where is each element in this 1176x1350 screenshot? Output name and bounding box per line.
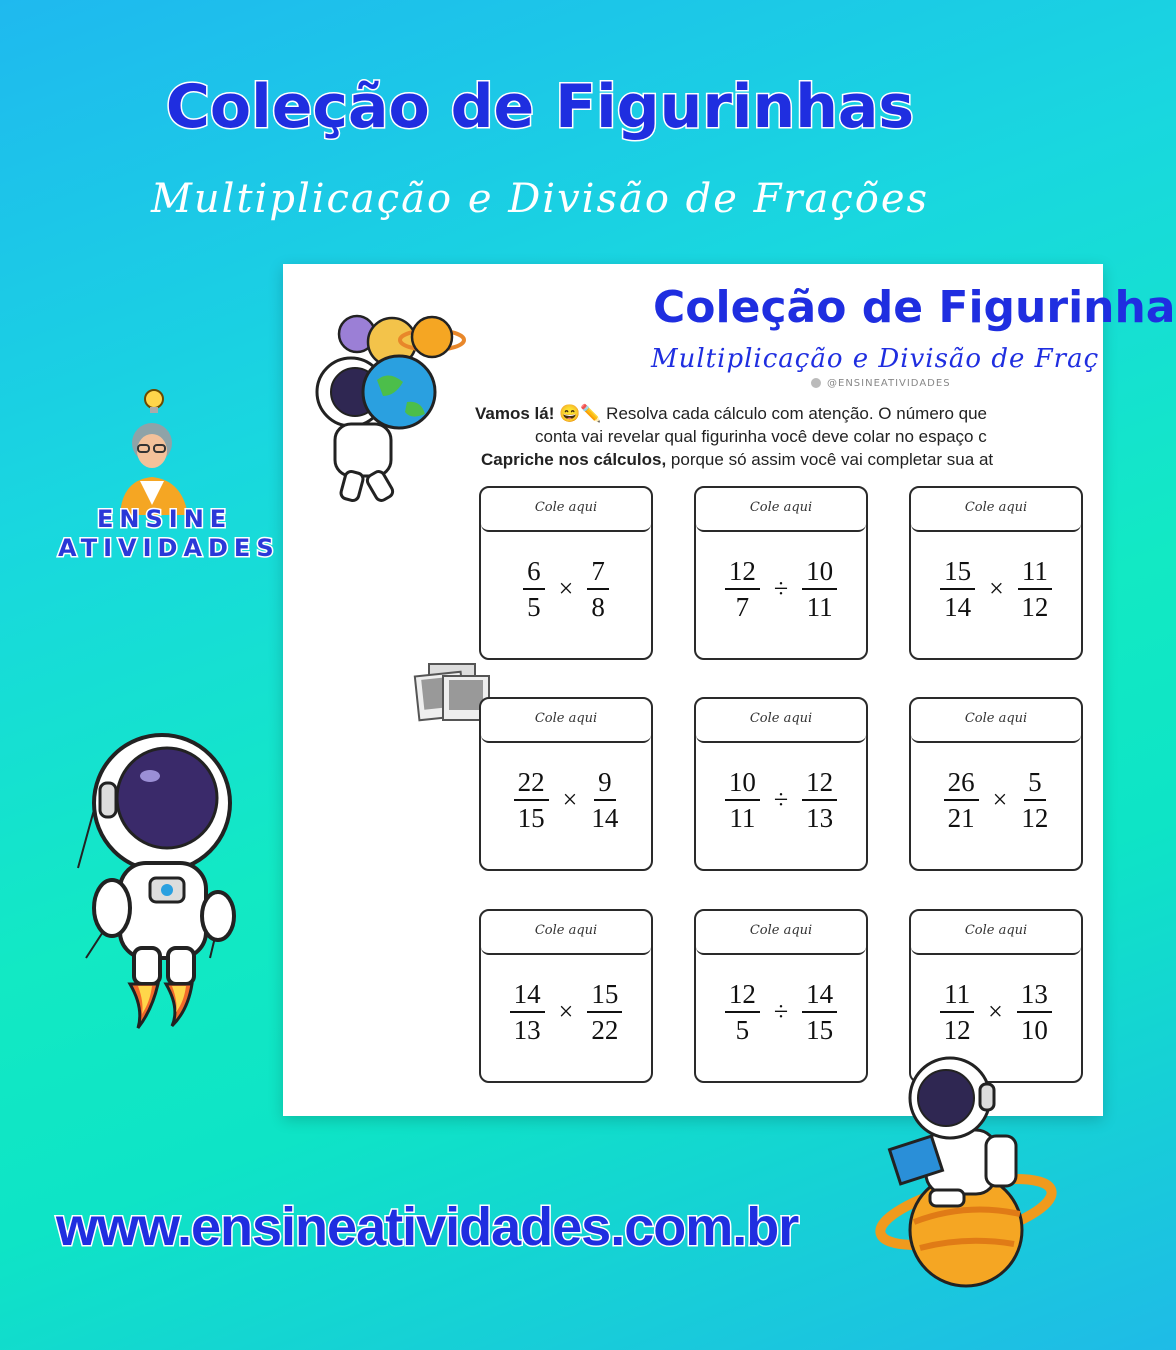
sheet-subtitle: Multiplicação e Divisão de Fraç bbox=[651, 344, 1100, 374]
operator: ÷ bbox=[773, 785, 789, 814]
sticker-card bbox=[479, 909, 653, 1083]
sticker-card bbox=[909, 697, 1083, 871]
fraction-right bbox=[587, 554, 609, 624]
fraction-right bbox=[802, 977, 837, 1047]
denominator: 13 bbox=[806, 803, 834, 833]
numerator: 9 bbox=[594, 765, 616, 801]
fraction-right bbox=[591, 765, 618, 835]
sticker-card bbox=[694, 486, 868, 660]
page-subtitle: Multiplicação e Divisão de Frações bbox=[150, 176, 930, 222]
paste-here-label: Cole aqui bbox=[481, 699, 651, 743]
instructions-text-3: porque só assim você vai completar sua at bbox=[666, 450, 994, 469]
instructions-line3 bbox=[481, 450, 993, 470]
fraction-right bbox=[1017, 977, 1052, 1047]
denominator: 15 bbox=[806, 1015, 834, 1045]
denominator: 10 bbox=[1020, 1015, 1048, 1045]
paste-here-label: Cole aqui bbox=[696, 699, 866, 743]
instructions-line1 bbox=[475, 404, 987, 424]
fraction-left bbox=[940, 977, 974, 1047]
fraction-expression bbox=[696, 977, 866, 1047]
paste-here-label: Cole aqui bbox=[696, 488, 866, 532]
fraction-left bbox=[510, 977, 545, 1047]
reading-astronaut-planet-illustration bbox=[874, 1052, 1058, 1290]
paste-here-label: Cole aqui bbox=[481, 911, 651, 955]
operator: × bbox=[989, 574, 1004, 603]
numerator: 10 bbox=[725, 765, 760, 801]
sticker-card bbox=[694, 909, 868, 1083]
denominator: 5 bbox=[527, 592, 541, 622]
instagram-icon bbox=[811, 378, 821, 388]
denominator: 11 bbox=[806, 592, 833, 622]
fraction-right bbox=[1021, 765, 1048, 835]
denominator: 8 bbox=[591, 592, 605, 622]
fraction-left bbox=[523, 554, 545, 624]
fraction-right bbox=[802, 765, 837, 835]
operator: × bbox=[992, 785, 1008, 814]
fraction-left bbox=[725, 765, 760, 835]
paste-here-label: Cole aqui bbox=[911, 699, 1081, 743]
paste-here-label: Cole aqui bbox=[911, 488, 1081, 532]
page-title: Coleção de Figurinhas bbox=[165, 72, 915, 142]
fraction-expression bbox=[481, 554, 651, 624]
fraction-expression bbox=[481, 977, 651, 1047]
denominator: 14 bbox=[944, 592, 972, 622]
numerator: 13 bbox=[1017, 977, 1052, 1013]
fraction-right bbox=[802, 554, 837, 624]
denominator: 21 bbox=[947, 803, 975, 833]
website-url[interactable]: www.ensineatividades.com.br bbox=[56, 1197, 799, 1257]
denominator: 12 bbox=[943, 1015, 971, 1045]
instructions-lead: Vamos lá! 😄✏️ bbox=[475, 404, 602, 423]
paste-here-label: Cole aqui bbox=[481, 488, 651, 532]
numerator: 5 bbox=[1024, 765, 1046, 801]
numerator: 11 bbox=[940, 977, 974, 1013]
astronaut-planets-illustration bbox=[307, 312, 467, 507]
operator: ÷ bbox=[773, 997, 789, 1026]
instructions-text-1: Resolva cada cálculo com atenção. O número que bbox=[601, 404, 987, 423]
fraction-expression bbox=[911, 554, 1081, 624]
paste-here-label: Cole aqui bbox=[696, 911, 866, 955]
sticker-card bbox=[694, 697, 868, 871]
operator: ÷ bbox=[773, 574, 789, 603]
worksheet bbox=[283, 264, 1176, 1116]
denominator: 13 bbox=[513, 1015, 541, 1045]
denominator: 11 bbox=[729, 803, 756, 833]
fraction-left bbox=[940, 554, 975, 624]
sticker-card bbox=[479, 486, 653, 660]
numerator: 14 bbox=[802, 977, 837, 1013]
sticker-card bbox=[479, 697, 653, 871]
operator: × bbox=[562, 785, 578, 814]
sheet-handle-text: @ENSINEATIVIDADES bbox=[827, 378, 951, 389]
fraction-expression bbox=[911, 765, 1081, 835]
numerator: 15 bbox=[587, 977, 622, 1013]
fraction-expression bbox=[911, 977, 1081, 1047]
fraction-left bbox=[944, 765, 979, 835]
instructions-emphasis: Capriche nos cálculos, bbox=[481, 450, 667, 469]
fraction-left bbox=[725, 977, 760, 1047]
numerator: 14 bbox=[510, 977, 545, 1013]
paste-here-label: Cole aqui bbox=[911, 911, 1081, 955]
numerator: 6 bbox=[523, 554, 545, 590]
sheet-title: Coleção de Figurinha bbox=[653, 282, 1176, 333]
numerator: 7 bbox=[587, 554, 609, 590]
numerator: 10 bbox=[802, 554, 837, 590]
numerator: 11 bbox=[1018, 554, 1052, 590]
numerator: 12 bbox=[725, 554, 760, 590]
numerator: 12 bbox=[802, 765, 837, 801]
fraction-left bbox=[514, 765, 549, 835]
denominator: 22 bbox=[591, 1015, 619, 1045]
denominator: 5 bbox=[735, 1015, 750, 1045]
denominator: 7 bbox=[735, 592, 750, 622]
fraction-right bbox=[1018, 554, 1052, 624]
fraction-expression bbox=[696, 554, 866, 624]
numerator: 26 bbox=[944, 765, 979, 801]
flying-astronaut-illustration bbox=[72, 728, 242, 1033]
sticker-card bbox=[909, 486, 1083, 660]
numerator: 12 bbox=[725, 977, 760, 1013]
operator: × bbox=[558, 997, 574, 1026]
fraction-expression bbox=[696, 765, 866, 835]
fraction-expression bbox=[481, 765, 651, 835]
denominator: 15 bbox=[517, 803, 545, 833]
brand-logo-line2: ATIVIDADES bbox=[58, 534, 280, 562]
denominator: 12 bbox=[1021, 803, 1049, 833]
operator: × bbox=[988, 997, 1003, 1026]
denominator: 14 bbox=[591, 803, 619, 833]
sheet-handle bbox=[811, 378, 951, 389]
denominator: 12 bbox=[1021, 592, 1049, 622]
fraction-right bbox=[587, 977, 622, 1047]
teacher-logo-illustration bbox=[100, 385, 210, 515]
numerator: 22 bbox=[514, 765, 549, 801]
instructions-line2 bbox=[535, 427, 987, 447]
fraction-left bbox=[725, 554, 760, 624]
operator: × bbox=[558, 574, 574, 603]
instructions-text-2: conta vai revelar qual figurinha você deve colar no espaço c bbox=[535, 427, 987, 446]
brand-logo-line1: ENSINE bbox=[97, 505, 233, 533]
numerator: 15 bbox=[940, 554, 975, 590]
